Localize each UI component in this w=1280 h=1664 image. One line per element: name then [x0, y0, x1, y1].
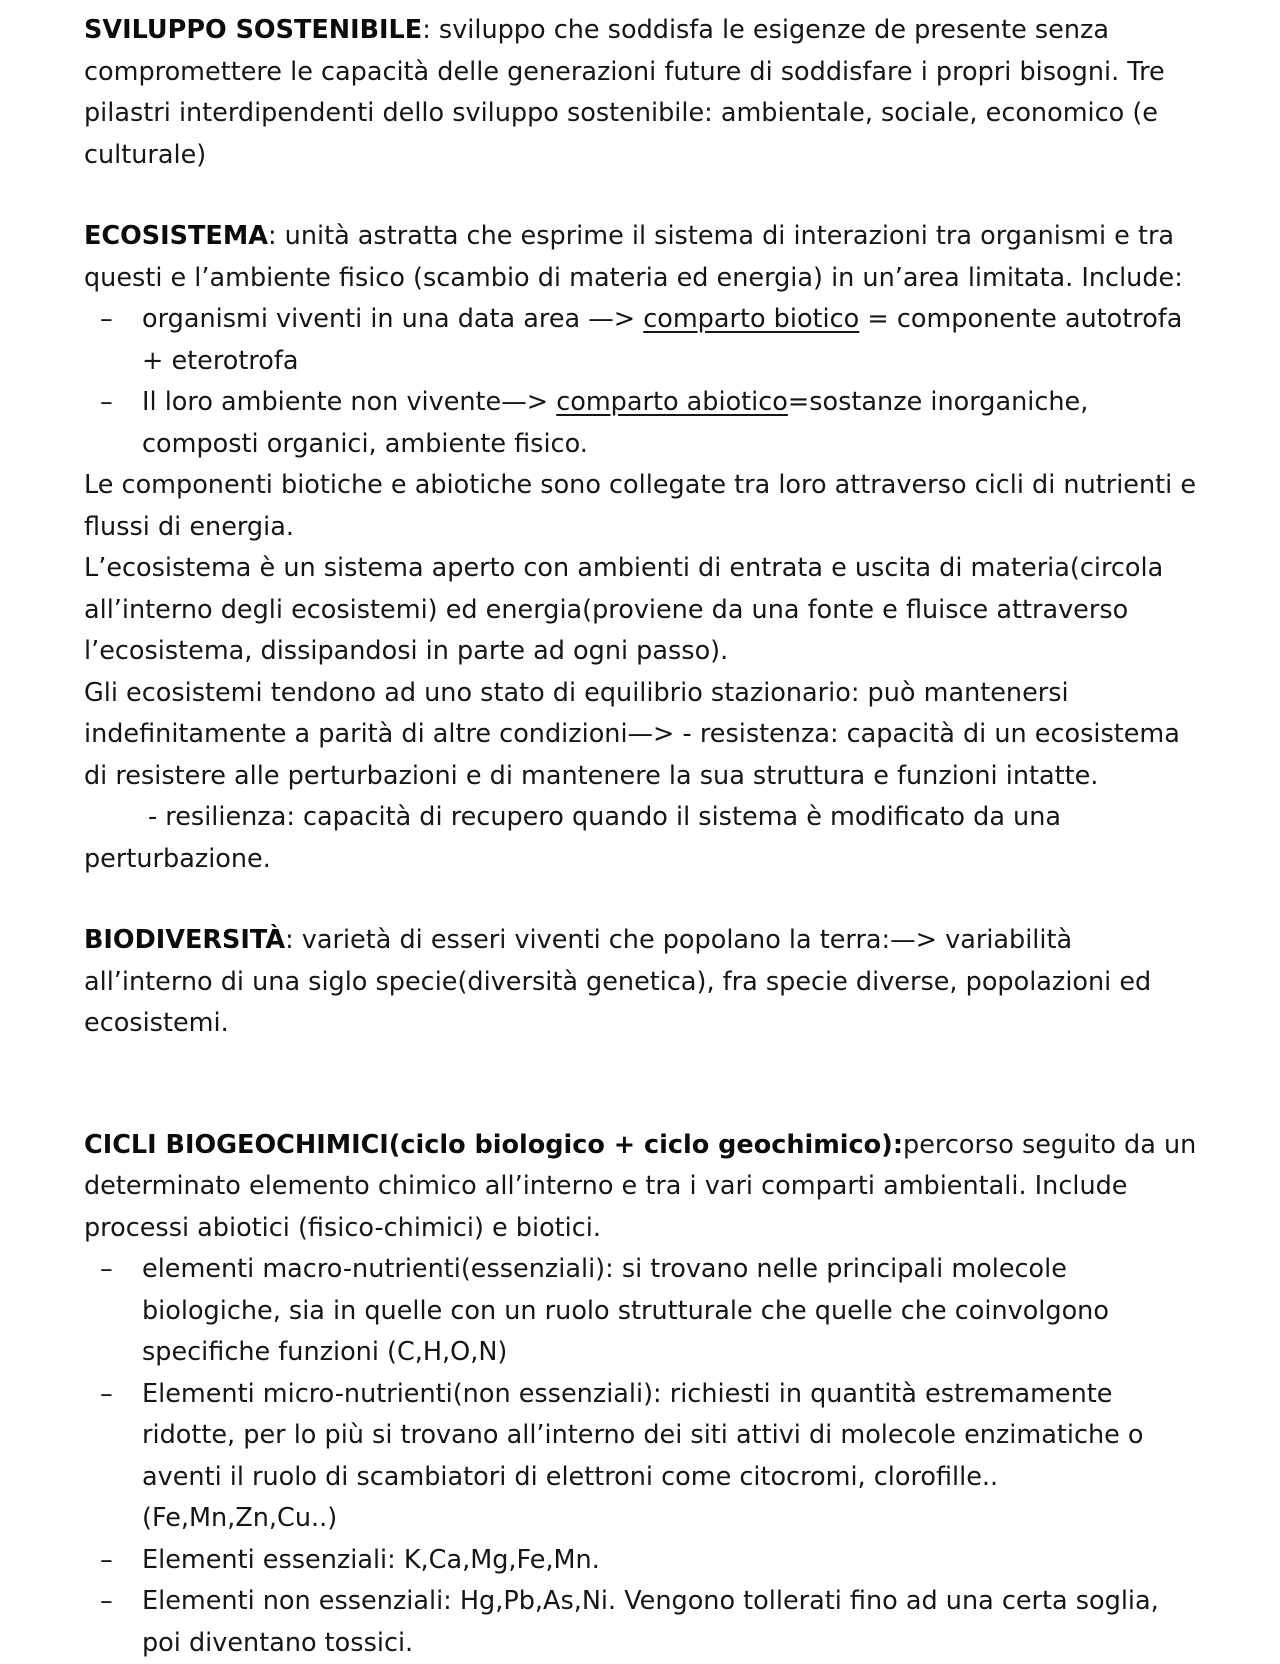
biodiversita-term: BIODIVERSITÀ: [84, 925, 286, 955]
resilienza-line: - resilienza: capacità di recupero quando il sistema è modificato da una: [148, 802, 1061, 832]
list-item: – Elementi essenziali: K,Ca,Mg,Fe,Mn.: [142, 1540, 1200, 1582]
biodiversita-paragraph: [84, 920, 1200, 1045]
ecosistema-definition: : unità astratta che esprime il sistema di interazioni tra organismi e tra questi e l’ambiente fisico (scambio di materia ed energia) in un’area limitata. Include:: [84, 221, 1183, 293]
cicli-term: CICLI BIOGEOCHIMICI(ciclo biologico + ciclo geochimico):: [84, 1129, 904, 1160]
list-item: – elementi macro-nutrienti(essenziali): si trovano nelle principali molecole biologiche, sia in quelle con un ruolo strutturale che quelle che coinvolgono specifiche funzioni (C,H,O,N): [142, 1249, 1200, 1374]
ecosistema-paragraph: [84, 216, 1200, 299]
resilienza-continuation: perturbazione.: [84, 843, 271, 874]
biodiversita-definition: : varietà di esseri viventi che popolano la terra:—> variabilità all’interno di una siglo specie(diversità genetica), fra specie diverse, popolazioni ed ecosistemi.: [84, 925, 1152, 1038]
ecosistema-list: [84, 299, 1200, 465]
sviluppo-definition: : sviluppo che soddisfa le esigenze de presente senza compromettere le capacità delle generazioni future di soddisfare i propri bisogni. Tre pilastri interdipendenti dello sviluppo sostenibile: ambientale, sociale, economico (e culturale): [84, 15, 1165, 170]
list-item: – Il loro ambiente non vivente—> comparto abiotico=sostanze inorganiche, composti organici, ambiente fisico.: [142, 382, 1200, 465]
cicli-definition: percorso seguito da un determinato elemento chimico all’interno e tra i vari comparti ambientali. Include processi abiotici (fisico-chimici) e biotici.: [84, 1129, 1197, 1243]
sviluppo-sostenibile-paragraph: [84, 10, 1200, 176]
ecosistema-paragraph-1: Le componenti biotiche e abiotiche sono collegate tra loro attraverso cicli di nutrienti e flussi di energia.: [84, 470, 1197, 542]
list-item: – organismi viventi in una data area —> comparto biotico = componente autotrofa + eterotrofa: [142, 299, 1200, 382]
ecosistema-paragraph-2: L’ecosistema è un sistema aperto con ambienti di entrata e uscita di materia(circola all’interno degli ecosistemi) ed energia(proviene da una fonte e fluisce attraverso l’ecosistema, dissipandosi in parte ad ogni passo).: [84, 553, 1164, 666]
list-item: – Elementi non essenziali: Hg,Pb,As,Ni. Vengono tollerati fino ad una certa soglia, poi diventano tossici.: [142, 1581, 1200, 1664]
ecosistema-paragraph-3: Gli ecosistemi tendono ad uno stato di equilibrio stazionario: può mantenersi indefinitamente a parità di altre condizioni—> - resistenza: capacità di un ecosistema di resistere alle perturbazioni e di mantenere la sua struttura e funzioni intatte.: [84, 677, 1180, 791]
sviluppo-term: SVILUPPO SOSTENIBILE: [84, 15, 423, 45]
comparto-biotico-term: comparto biotico: [643, 304, 860, 334]
ecosistema-term: ECOSISTEMA: [84, 221, 268, 251]
comparto-abiotico-term: comparto abiotico: [556, 387, 788, 417]
cicli-paragraph: [84, 1125, 1200, 1250]
cicli-list: [84, 1249, 1200, 1664]
list-item: – Elementi micro-nutrienti(non essenziali): richiesti in quantità estremamente ridotte, per lo più si trovano all’interno dei siti attivi di molecole enzimatiche o aventi il ruolo di scambiatori di elettroni come citocromi, clorofille.. (Fe,Mn,Zn,Cu..): [142, 1374, 1200, 1540]
